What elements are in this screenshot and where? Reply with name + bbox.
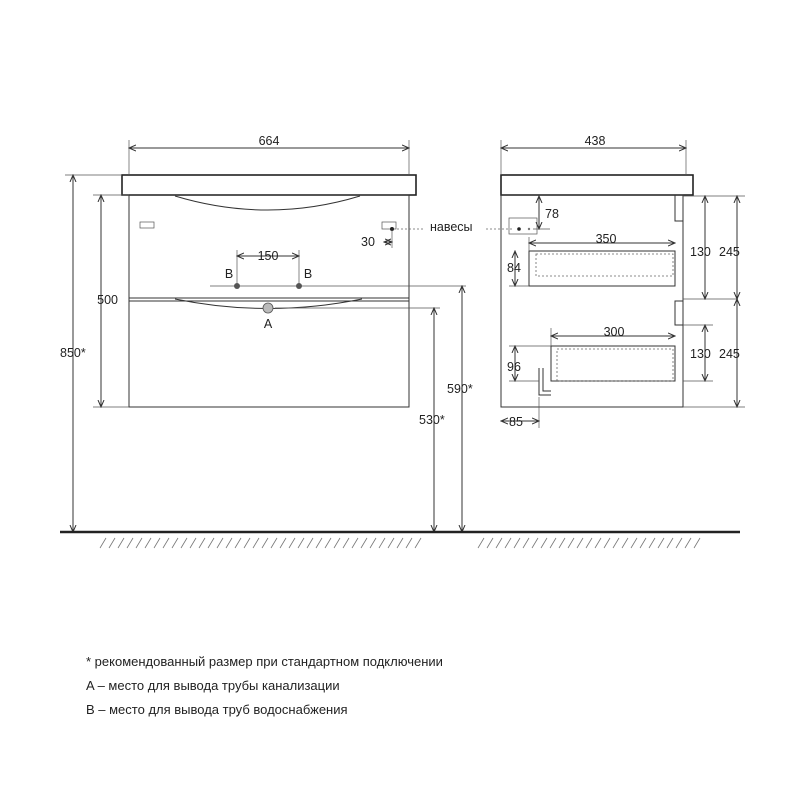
floor-hatch-stroke — [523, 538, 529, 548]
dim-drain-height: 530* — [419, 413, 445, 427]
floor-hatch-stroke — [307, 538, 313, 548]
lower-drawer-box — [551, 346, 675, 381]
floor-hatch-stroke — [577, 538, 583, 548]
floor-hatch-stroke — [649, 538, 655, 548]
floor-hatch-stroke — [676, 538, 682, 548]
dim-lower-front-height: 130 — [690, 347, 711, 361]
floor-hatch-stroke — [541, 538, 547, 548]
floor-hatch-stroke — [109, 538, 115, 548]
dim-hinge-offset: 30 — [361, 235, 375, 249]
floor-hatch-stroke — [559, 538, 565, 548]
floor-hatch-stroke — [235, 538, 241, 548]
floor-hatch-stroke — [379, 538, 385, 548]
side-cabinet-body — [501, 195, 683, 407]
basin-curve-top — [175, 196, 360, 210]
note-supply-b: B – место для вывода труб водоснабжения — [86, 702, 348, 717]
floor-hatch-stroke — [550, 538, 556, 548]
floor-hatch-stroke — [586, 538, 592, 548]
floor-hatch-stroke — [487, 538, 493, 548]
upper-drawer-inner — [536, 254, 673, 276]
side-countertop — [501, 175, 693, 195]
floor-hatch-stroke — [505, 538, 511, 548]
lower-drawer-inner — [557, 349, 673, 381]
floor-hatch-stroke — [190, 538, 196, 548]
dim-lower-drawer-height: 96 — [507, 360, 521, 374]
dim-lower-section: 245 — [719, 347, 740, 361]
floor-hatch — [100, 538, 700, 548]
floor-hatch-stroke — [181, 538, 187, 548]
floor-hatch-stroke — [154, 538, 160, 548]
label-outlet-a: A — [263, 317, 273, 331]
side-front-panel-bottom — [675, 301, 683, 325]
floor-hatch-stroke — [280, 538, 286, 548]
floor-hatch-stroke — [631, 538, 637, 548]
floor-hatch-stroke — [289, 538, 295, 548]
floor-hatch-stroke — [370, 538, 376, 548]
floor-hatch-stroke — [361, 538, 367, 548]
hinge-bracket — [509, 218, 537, 234]
floor-hatch-stroke — [685, 538, 691, 548]
dim-upper-drawer-height: 84 — [507, 261, 521, 275]
floor-hatch-stroke — [325, 538, 331, 548]
hanger-bracket-left — [140, 222, 154, 228]
floor-hatch-stroke — [694, 538, 700, 548]
floor-hatch-stroke — [145, 538, 151, 548]
floor-hatch-stroke — [298, 538, 304, 548]
floor-hatch-stroke — [118, 538, 124, 548]
floor-hatch-stroke — [226, 538, 232, 548]
floor — [60, 532, 740, 548]
label-supply-b-left: B — [224, 267, 234, 281]
floor-hatch-stroke — [334, 538, 340, 548]
floor-hatch-stroke — [352, 538, 358, 548]
floor-hatch-stroke — [244, 538, 250, 548]
floor-hatch-stroke — [658, 538, 664, 548]
floor-hatch-stroke — [667, 538, 673, 548]
floor-hatch-stroke — [496, 538, 502, 548]
note-asterisk: * рекомендованный размер при стандартном подключении — [86, 654, 443, 669]
dim-upper-front-height: 130 — [690, 245, 711, 259]
floor-hatch-stroke — [262, 538, 268, 548]
floor-hatch-stroke — [415, 538, 421, 548]
hanger-bracket-right — [382, 222, 396, 229]
dim-upper-section: 245 — [719, 245, 740, 259]
floor-hatch-stroke — [208, 538, 214, 548]
floor-hatch-stroke — [397, 538, 403, 548]
notes-block — [86, 650, 686, 722]
dim-hinge-drop: 78 — [545, 207, 559, 221]
floor-hatch-stroke — [343, 538, 349, 548]
floor-hatch-stroke — [127, 538, 133, 548]
dim-side-depth: 438 — [584, 134, 606, 148]
floor-hatch-stroke — [388, 538, 394, 548]
floor-hatch-stroke — [613, 538, 619, 548]
dim-pipe-spacing: 150 — [257, 249, 279, 263]
floor-hatch-stroke — [253, 538, 259, 548]
floor-hatch-stroke — [163, 538, 169, 548]
floor-hatch-stroke — [595, 538, 601, 548]
side-front-panel-top — [675, 195, 683, 221]
dim-upper-drawer-depth: 350 — [595, 232, 617, 246]
dim-bottom-offset: 85 — [509, 415, 523, 429]
floor-hatch-stroke — [100, 538, 106, 548]
drain-point-a — [263, 303, 273, 313]
label-hinges: навесы — [430, 220, 473, 234]
side-view — [501, 134, 745, 429]
floor-hatch-stroke — [406, 538, 412, 548]
dim-total-height: 850* — [60, 346, 86, 360]
front-view — [60, 134, 513, 532]
label-supply-b-right: B — [303, 267, 313, 281]
dim-supply-height: 590* — [447, 382, 473, 396]
floor-hatch-stroke — [604, 538, 610, 548]
floor-hatch-stroke — [316, 538, 322, 548]
floor-hatch-stroke — [199, 538, 205, 548]
floor-hatch-stroke — [271, 538, 277, 548]
floor-hatch-stroke — [640, 538, 646, 548]
floor-hatch-stroke — [478, 538, 484, 548]
floor-hatch-stroke — [622, 538, 628, 548]
floor-hatch-stroke — [136, 538, 142, 548]
dim-front-height: 500 — [97, 293, 118, 307]
front-countertop — [122, 175, 416, 195]
upper-drawer-box — [529, 251, 675, 286]
floor-hatch-stroke — [532, 538, 538, 548]
note-outlet-a: A – место для вывода трубы канализации — [86, 678, 340, 693]
floor-hatch-stroke — [514, 538, 520, 548]
dim-lower-drawer-depth: 300 — [603, 325, 625, 339]
floor-hatch-stroke — [217, 538, 223, 548]
dim-front-width: 664 — [258, 134, 280, 148]
floor-hatch-stroke — [172, 538, 178, 548]
floor-hatch-stroke — [568, 538, 574, 548]
